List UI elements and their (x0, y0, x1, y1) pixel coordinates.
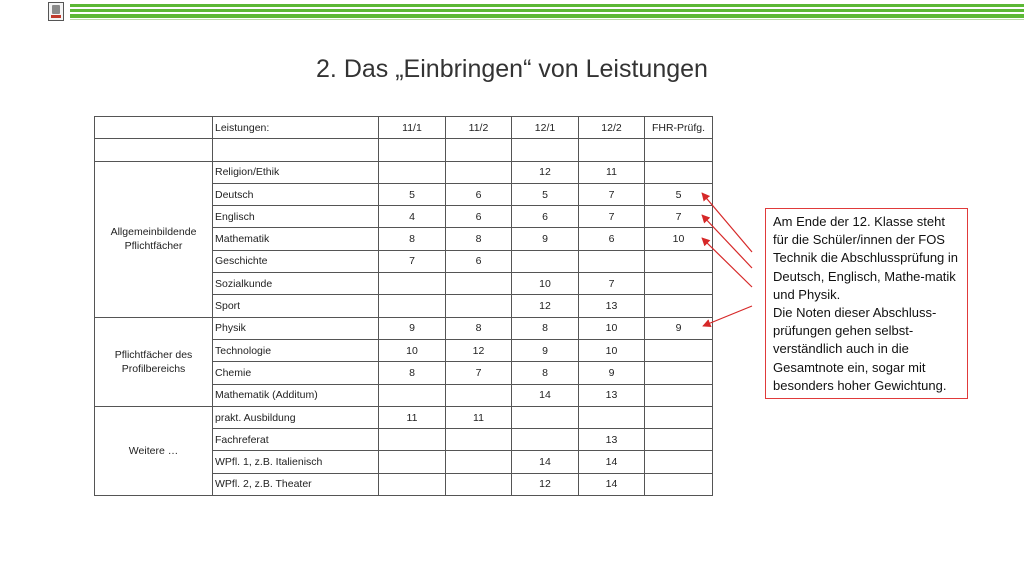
grade-cell: 7 (379, 250, 446, 272)
subject-cell: Englisch (213, 206, 379, 228)
grade-cell: 6 (446, 250, 512, 272)
grade-cell: 9 (512, 339, 579, 361)
note-paragraph: Die Noten dieser Abschluss-prüfungen gehen selbst-verständlich auch in die Gesamtnote ein, sogar mit besonders hoher Gewichtung. (773, 305, 947, 393)
grade-cell: 6 (446, 183, 512, 205)
grade-cell: 9 (645, 317, 713, 339)
group-label: Weitere … (95, 406, 213, 495)
grade-cell: 9 (512, 228, 579, 250)
grade-cell: 7 (446, 362, 512, 384)
subject-cell: Mathematik (213, 228, 379, 250)
grade-cell: 8 (379, 362, 446, 384)
grade-cell: 10 (579, 317, 645, 339)
grade-cell: 10 (579, 339, 645, 361)
grade-cell: 13 (579, 429, 645, 451)
subject-cell: Fachreferat (213, 429, 379, 451)
header-column: 12/1 (512, 117, 579, 139)
header-column: 11/2 (446, 117, 512, 139)
grade-cell: 14 (579, 451, 645, 473)
page-title: 2. Das „Einbringen“ von Leistungen (316, 55, 708, 83)
grade-cell: 11 (446, 406, 512, 428)
note-paragraph: Am Ende der 12. Klasse steht für die Schüler/innen der FOS Technik die Abschlussprüfung in Deutsch, Englisch, Mathe-matik und Physik. (773, 214, 959, 302)
grade-cell: 6 (446, 206, 512, 228)
grade-cell: 14 (512, 384, 579, 406)
subject-cell: Sozialkunde (213, 273, 379, 295)
subject-cell: Physik (213, 317, 379, 339)
header-column: FHR-Prüfg. (645, 117, 713, 139)
grade-cell: 8 (512, 317, 579, 339)
grade-cell: 8 (512, 362, 579, 384)
group-label: Allgemeinbildende Pflichtfächer (95, 161, 213, 317)
grade-cell: 8 (446, 228, 512, 250)
grade-cell: 12 (512, 473, 579, 495)
subject-cell: Geschichte (213, 250, 379, 272)
grade-cell: 8 (446, 317, 512, 339)
grade-cell: 9 (379, 317, 446, 339)
grade-cell: 7 (579, 183, 645, 205)
grade-cell: 6 (512, 206, 579, 228)
subject-cell: Sport (213, 295, 379, 317)
grade-cell: 8 (379, 228, 446, 250)
grade-cell: 9 (579, 362, 645, 384)
grade-cell: 14 (512, 451, 579, 473)
subject-cell: Mathematik (Additum) (213, 384, 379, 406)
grade-cell: 10 (379, 339, 446, 361)
grade-cell: 10 (512, 273, 579, 295)
grade-cell: 7 (645, 206, 713, 228)
grade-cell: 12 (512, 295, 579, 317)
grade-cell: 11 (379, 406, 446, 428)
subject-cell: WPfl. 2, z.B. Theater (213, 473, 379, 495)
group-label: Pflichtfächer des Profilbereichs (95, 317, 213, 406)
grade-cell: 11 (579, 161, 645, 183)
grade-cell: 5 (512, 183, 579, 205)
grade-cell: 12 (512, 161, 579, 183)
subject-cell: Religion/Ethik (213, 161, 379, 183)
grade-cell: 10 (645, 228, 713, 250)
grade-cell: 13 (579, 384, 645, 406)
grade-cell: 5 (379, 183, 446, 205)
grade-cell: 5 (645, 183, 713, 205)
arrow-to-mathematik (702, 238, 752, 287)
grade-cell: 6 (579, 228, 645, 250)
grade-cell: 13 (579, 295, 645, 317)
subject-cell: Chemie (213, 362, 379, 384)
grade-cell: 4 (379, 206, 446, 228)
subject-cell: Technologie (213, 339, 379, 361)
subject-cell: prakt. Ausbildung (213, 406, 379, 428)
header-column: 12/2 (579, 117, 645, 139)
grade-cell: 7 (579, 206, 645, 228)
grade-cell: 12 (446, 339, 512, 361)
grade-cell: 14 (579, 473, 645, 495)
subject-cell: WPfl. 1, z.B. Italienisch (213, 451, 379, 473)
grade-cell: 7 (579, 273, 645, 295)
header-column: 11/1 (379, 117, 446, 139)
subject-cell: Deutsch (213, 183, 379, 205)
arrow-to-physik (703, 306, 752, 326)
header-leistungen: Leistungen: (213, 117, 379, 139)
